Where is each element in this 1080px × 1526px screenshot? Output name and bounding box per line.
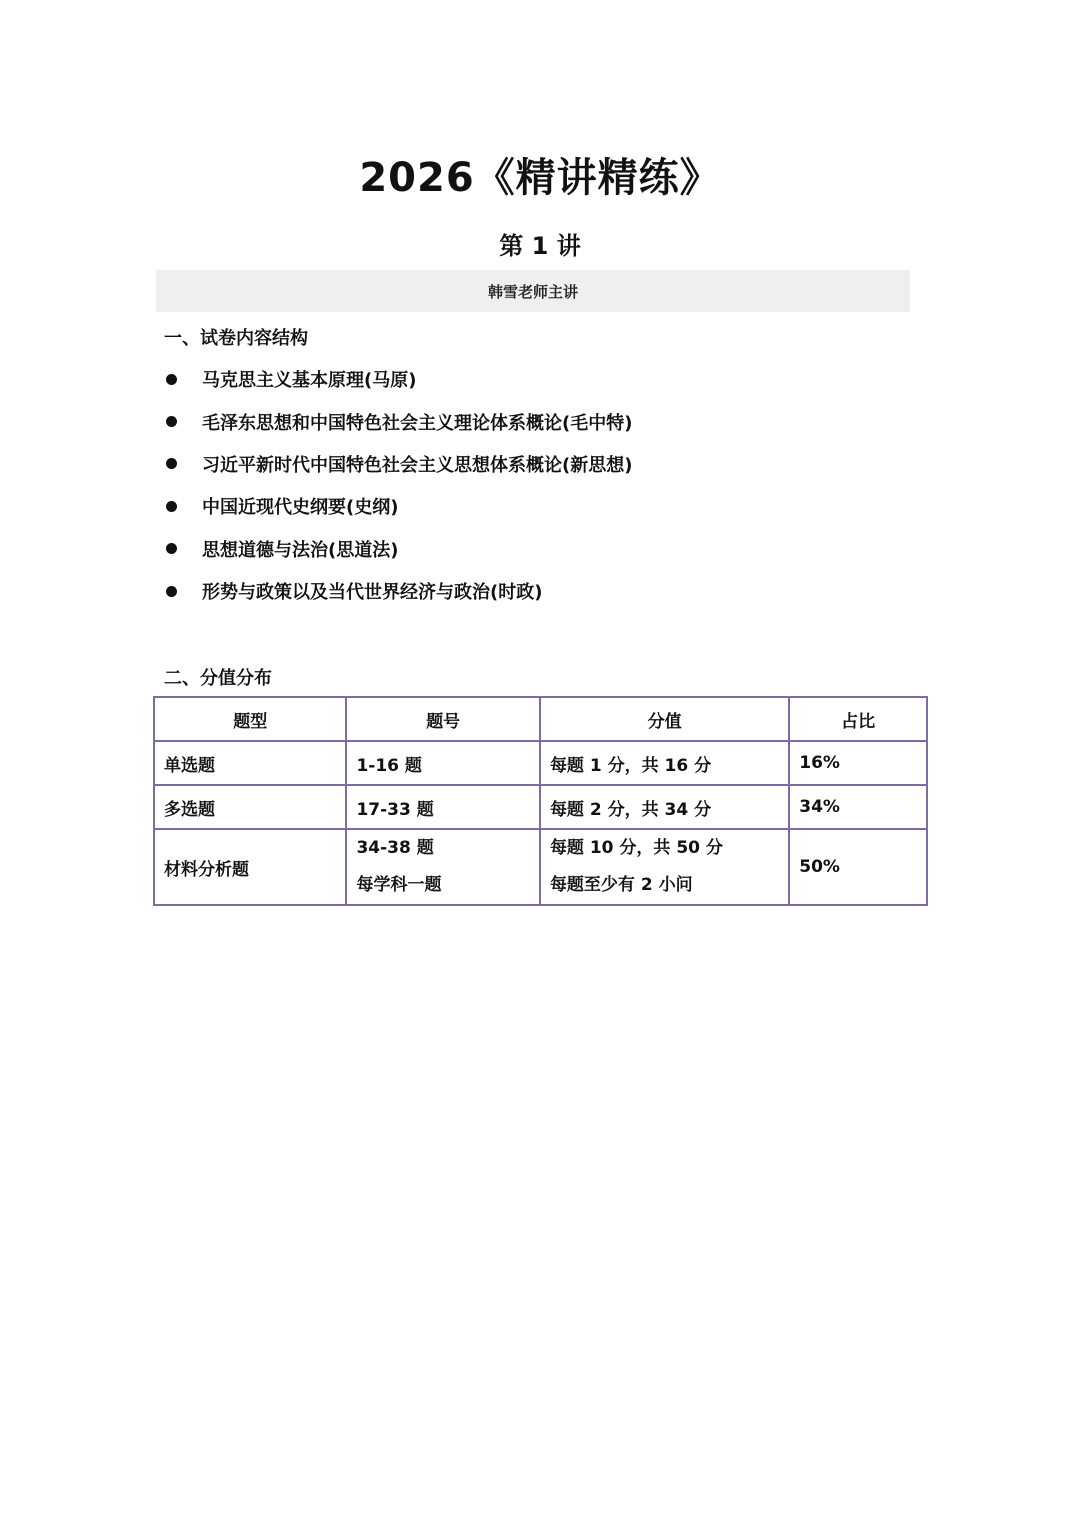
lecture-title: 第 1 讲 [499,232,581,260]
list-item [164,358,632,400]
list-item [164,443,632,485]
list-item-text: 毛泽东思想和中国特色社会主义理论体系概论(毛中特) [202,412,633,434]
cell-score: 每题 1 分，共 16 分 [540,741,789,785]
cell-numbers [346,829,539,905]
cell-ratio: 34% [789,785,927,829]
score-table [153,696,928,906]
list-item-text: 中国近现代史纲要(史纲) [202,497,399,519]
list-item [164,528,632,570]
lecturer-name: 韩雪老师主讲 [487,282,578,301]
table-row [154,785,927,829]
table-row [154,829,927,905]
cell-ratio: 16% [789,741,927,785]
bullet-icon [166,374,177,385]
cell-score [540,829,789,905]
subject-list [164,358,632,612]
header-ratio: 占比 [789,697,927,741]
bullet-icon [166,416,177,427]
list-item-text: 思想道德与法治(思道法) [202,539,399,561]
list-item-text: 形势与政策以及当代世界经济与政治(时政) [202,582,543,604]
bullet-icon [166,458,177,469]
bullet-icon [166,543,177,554]
cell-type: 多选题 [154,785,346,829]
bullet-icon [166,586,177,597]
bullet-icon [166,501,177,512]
document-title: 2026《精讲精练》 [359,155,721,201]
header-question-type: 题型 [154,697,346,741]
cell-type: 单选题 [154,741,346,785]
section-heading-structure: 一、试卷内容结构 [164,328,308,349]
header-question-number: 题号 [346,697,539,741]
table-row [154,741,927,785]
cell-numbers: 1-16 题 [346,741,539,785]
cell-score-line: 每题 10 分，共 50 分 [549,838,723,858]
lecturer-band [156,270,910,312]
cell-numbers: 17-33 题 [346,785,539,829]
cell-score-line: 每题至少有 2 小问 [549,875,693,895]
cell-numbers-line: 每学科一题 [356,875,442,895]
header-score: 分值 [540,697,789,741]
table-header-row [154,697,927,741]
list-item [164,400,632,442]
list-item [164,570,632,612]
section-heading-scores: 二、分值分布 [164,668,272,689]
cell-type: 材料分析题 [154,829,346,905]
cell-ratio: 50% [789,829,927,905]
cell-score: 每题 2 分，共 34 分 [540,785,789,829]
list-item-text: 习近平新时代中国特色社会主义思想体系概论(新思想) [202,454,633,476]
cell-numbers-line: 34-38 题 [356,838,434,858]
list-item-text: 马克思主义基本原理(马原) [202,370,417,392]
list-item [164,485,632,527]
